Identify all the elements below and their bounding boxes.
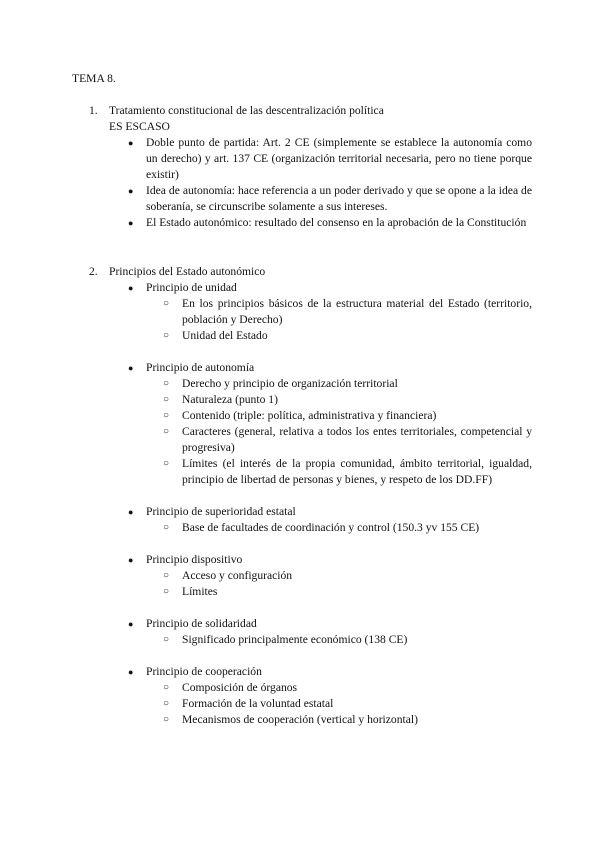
section-1-heading: Tratamiento constitucional de las descentralización política (109, 104, 384, 117)
list-item: ○ Composición de órganos (163, 681, 298, 694)
circle-bullet-icon: ○ (163, 410, 170, 421)
list-item: ○ En los principios básicos de la estructura material del Estado (territorio, población y Derecho) (163, 297, 532, 326)
principle-superioridad: ● Principio de superioridad estatal (128, 505, 296, 518)
principle-unidad: ● Principio de unidad (128, 281, 237, 294)
list-item: ○ Base de facultades de coordinación y control (150.3 yv 155 CE) (163, 521, 480, 534)
principle-solidaridad: ● Principio de solidaridad (128, 617, 257, 630)
list-item: ○ Significado principalmente económico (138 CE) (163, 633, 408, 646)
list-item: ○ Formación de la voluntad estatal (163, 697, 334, 710)
circle-bullet-icon: ○ (163, 458, 170, 469)
section-1 (72, 103, 532, 231)
principle-autonomia: ● Principio de autonomía (128, 361, 255, 374)
circle-bullet-icon: ○ (163, 698, 170, 709)
bullet-icon: ● (128, 363, 134, 373)
bullet-icon: ● (128, 218, 134, 228)
list-item: ● El Estado autonómico: resultado del consenso en la aprobación de la Constitución (128, 216, 527, 229)
list-item: ○ Acceso y configuración (163, 569, 293, 582)
list-item: ○ Límites (163, 585, 218, 598)
list-item: ○ Contenido (triple: política, administrativa y financiera) (163, 409, 437, 422)
list-item: ○ Unidad del Estado (163, 329, 268, 342)
list-item: ○ Derecho y principio de organización territorial (163, 377, 398, 390)
circle-bullet-icon: ○ (163, 426, 170, 437)
document-title: TEMA 8. (72, 72, 116, 85)
bullet-icon: ● (128, 667, 134, 677)
circle-bullet-icon: ○ (163, 570, 170, 581)
bullet-icon: ● (128, 138, 134, 148)
bullet-icon: ● (128, 555, 134, 565)
list-item: ○ Naturaleza (punto 1) (163, 393, 278, 406)
list-item: ○ Caracteres (general, relativa a todos los entes territoriales, competencial y progresiva) (163, 425, 532, 454)
section-1-number: 1. (89, 104, 98, 117)
section-2-number: 2. (89, 265, 98, 278)
circle-bullet-icon: ○ (163, 394, 170, 405)
bullet-icon: ● (128, 507, 134, 517)
bullet-icon: ● (128, 619, 134, 629)
circle-bullet-icon: ○ (163, 634, 170, 645)
circle-bullet-icon: ○ (163, 586, 170, 597)
section-1-subheading: ES ESCASO (109, 120, 170, 133)
circle-bullet-icon: ○ (163, 298, 170, 309)
principle-dispositivo: ● Principio dispositivo (128, 553, 243, 566)
bullet-icon: ● (128, 283, 134, 293)
principle-cooperacion: ● Principio de cooperación (128, 665, 262, 678)
circle-bullet-icon: ○ (163, 682, 170, 693)
section-2-heading: Principios del Estado autonómico (109, 265, 266, 278)
list-item: ● Doble punto de partida: Art. 2 CE (simplemente se establece la autonomía como un derecho) y art. 137 CE (organización territorial necesaria, pero no tiene porque existir) (128, 136, 532, 181)
circle-bullet-icon: ○ (163, 330, 170, 341)
section-2 (72, 264, 532, 728)
section-1-bullets (72, 135, 532, 231)
bullet-icon: ● (128, 186, 134, 196)
list-item: ● Idea de autonomía: hace referencia a un poder derivado y que se opone a la idea de soberanía, se circunscribe solamente a sus intereses. (128, 184, 532, 213)
circle-bullet-icon: ○ (163, 522, 170, 533)
principles-list (72, 280, 532, 728)
circle-bullet-icon: ○ (163, 714, 170, 725)
circle-bullet-icon: ○ (163, 378, 170, 389)
list-item: ○ Límites (el interés de la propia comunidad, ámbito territorial, igualdad, principio de libertad de personas y bienes, y respeto de los DD.FF) (163, 457, 532, 486)
list-item: ○ Mecanismos de cooperación (vertical y horizontal) (163, 713, 418, 726)
